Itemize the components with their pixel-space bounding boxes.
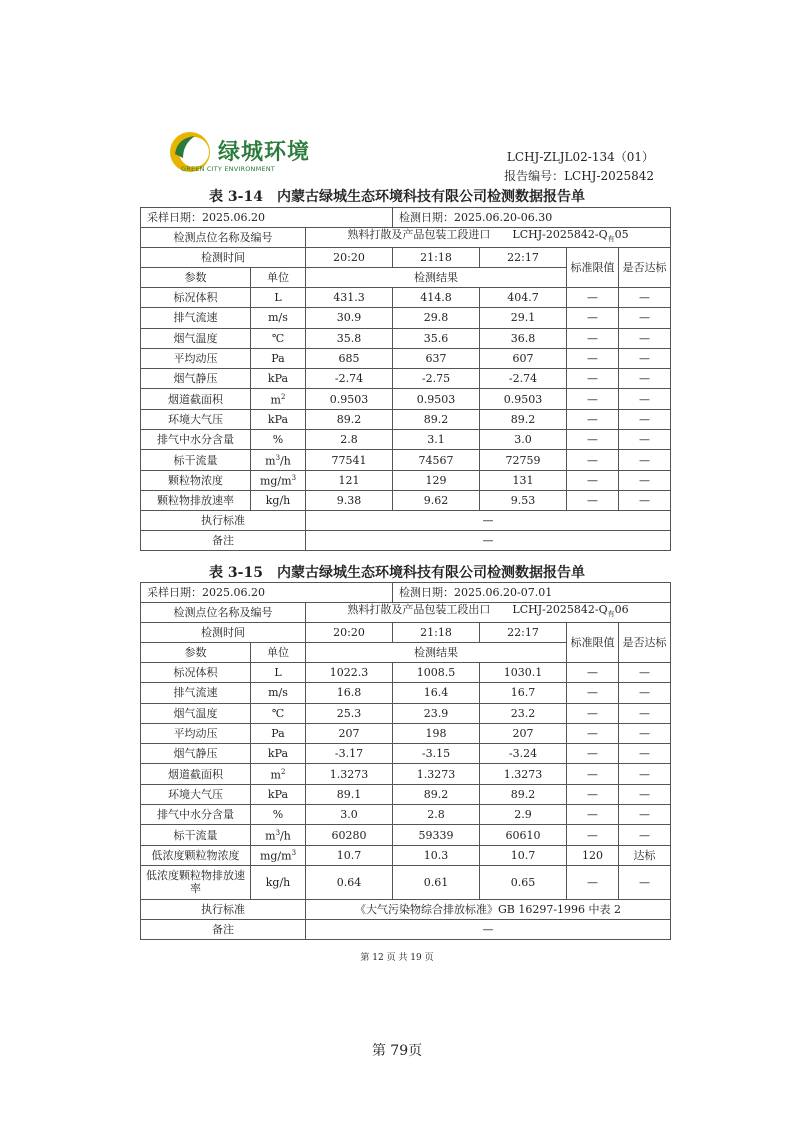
value-cell: 2.8 [306,430,393,450]
unit-text: mg/m [259,850,292,864]
remark-value: — [306,531,671,551]
table-row [141,490,671,510]
unit-superscript: 3 [275,454,281,463]
param-cell: 烟道截面积 [141,389,251,409]
time-cell: 21:18 [393,248,480,268]
table-row [141,744,671,764]
time-label: 检测时间 [141,623,306,643]
table-row [141,583,671,603]
param-cell: 排气中水分含量 [141,805,251,825]
param-cell: 颗粒物浓度 [141,470,251,490]
table-row [141,248,671,268]
value-cell: 0.9503 [393,389,480,409]
value-cell: 16.4 [393,683,480,703]
value-cell: 60280 [306,825,393,845]
compliance-cell: — [619,328,671,348]
param-cell: 平均动压 [141,348,251,368]
compliance-cell: — [619,288,671,308]
value-cell: 207 [480,723,567,743]
value-cell: 89.2 [393,409,480,429]
unit-header: 单位 [251,268,306,288]
remark-value: — [306,919,671,939]
value-cell: 89.2 [393,784,480,804]
standard-cell: — [567,865,619,899]
compliance-cell: — [619,348,671,368]
param-cell: 烟道截面积 [141,764,251,784]
value-cell: 60610 [480,825,567,845]
table-row [141,663,671,683]
value-cell: 10.3 [393,845,480,865]
unit-cell [251,764,306,784]
unit-cell [251,865,306,899]
unit-cell [251,825,306,845]
compliance-cell: — [619,430,671,450]
value-cell: 2.8 [393,805,480,825]
value-cell: -2.74 [480,369,567,389]
value-cell: 121 [306,470,393,490]
param-cell: 烟气温度 [141,328,251,348]
unit-text: m [270,393,281,407]
compliance-cell: — [619,784,671,804]
value-cell: 1.3273 [480,764,567,784]
compliance-cell: — [619,744,671,764]
unit-cell [251,288,306,308]
doc-code: LCHJ-ZLJL02-134（01） [506,150,654,164]
value-cell: 35.6 [393,328,480,348]
exec-std-value: 《大气污染物综合排放标准》GB 16297-1996 中表 2 [306,899,671,919]
value-cell: 414.8 [393,288,480,308]
unit-suffix: /h [280,829,291,843]
unit-superscript: 3 [291,474,297,483]
param-cell: 低浓度颗粒物浓度 [141,845,251,865]
compliance-header: 是否达标 [619,623,671,663]
value-cell: 1.3273 [393,764,480,784]
param-cell: 环境大气压 [141,784,251,804]
point-label: 检测点位名称及编号 [141,228,306,248]
unit-cell [251,450,306,470]
param-cell: 烟气静压 [141,744,251,764]
unit-text: Pa [271,352,285,366]
unit-text: L [274,291,282,305]
table-row [141,470,671,490]
param-cell: 环境大气压 [141,409,251,429]
test-date-label: 检测日期： [399,211,455,224]
compliance-cell: — [619,683,671,703]
table-row [141,208,671,228]
unit-suffix: /h [280,454,291,468]
standard-cell: — [567,723,619,743]
table-row [141,683,671,703]
exec-std-value: — [306,511,671,531]
table-row [141,450,671,470]
report-table-2 [140,582,671,940]
test-date-cell [393,208,671,228]
unit-cell [251,470,306,490]
table-row [141,288,671,308]
test-date-value: 2025.06.20-06.30 [454,211,553,224]
value-cell: -3.17 [306,744,393,764]
compliance-header: 是否达标 [619,248,671,288]
unit-text: Pa [271,727,285,741]
sample-date-value: 2025.06.20 [202,586,265,599]
time-cell: 22:17 [480,248,567,268]
unit-text: ℃ [271,331,285,345]
table-row [141,328,671,348]
time-cell: 20:20 [306,623,393,643]
param-cell: 平均动压 [141,723,251,743]
value-cell: -2.75 [393,369,480,389]
report-number: 报告编号：LCHJ-2025842 [504,169,654,183]
table-row [141,865,671,899]
test-date-label: 检测日期： [399,586,455,599]
compliance-cell: — [619,703,671,723]
param-cell: 排气流速 [141,683,251,703]
table-row [141,784,671,804]
value-cell: 129 [393,470,480,490]
table-row [141,723,671,743]
value-cell: 431.3 [306,288,393,308]
value-cell: 0.65 [480,865,567,899]
value-cell: -2.74 [306,369,393,389]
unit-cell [251,308,306,328]
point-cell [306,228,671,248]
value-cell: 9.62 [393,490,480,510]
table-row [141,603,671,623]
time-cell: 22:17 [480,623,567,643]
value-cell: 0.9503 [306,389,393,409]
standard-cell: — [567,703,619,723]
compliance-cell: — [619,369,671,389]
exec-std-label: 执行标准 [141,511,306,531]
param-cell: 标干流量 [141,825,251,845]
value-cell: 59339 [393,825,480,845]
unit-cell [251,490,306,510]
value-cell: 36.8 [480,328,567,348]
value-cell: 9.53 [480,490,567,510]
table-row [141,805,671,825]
point-code: LCHJ-2025842-Q [512,603,608,617]
compliance-cell: — [619,409,671,429]
value-cell: 89.2 [306,409,393,429]
standard-cell: — [567,784,619,804]
table-row [141,764,671,784]
inner-page-number: 第 12 页 共 19 页 [360,953,434,963]
standard-cell: — [567,288,619,308]
standard-cell: — [567,683,619,703]
unit-text: m/s [268,686,288,700]
logo-english-name: GREEN CITY ENVIRONMENT [181,165,275,173]
report-table-1 [140,207,671,551]
compliance-cell: — [619,825,671,845]
time-label: 检测时间 [141,248,306,268]
table-row [141,409,671,429]
unit-text: % [272,808,284,822]
value-cell: -3.15 [393,744,480,764]
sample-date-label: 采样日期： [147,586,202,599]
value-cell: 637 [393,348,480,368]
compliance-cell: — [619,663,671,683]
value-cell: 10.7 [306,845,393,865]
value-cell: 89.2 [480,784,567,804]
test-date-value: 2025.06.20-07.01 [454,586,553,599]
unit-text: m [265,454,276,468]
standard-cell: — [567,764,619,784]
param-header: 参数 [141,268,251,288]
standard-cell: — [567,389,619,409]
standard-header: 标准限值 [567,623,619,663]
unit-text: mg/m [259,475,292,489]
unit-cell [251,663,306,683]
value-cell: 89.2 [480,409,567,429]
test-date-cell [393,583,671,603]
point-code-subscript: 有 [607,610,615,619]
compliance-cell: — [619,764,671,784]
value-cell: 404.7 [480,288,567,308]
unit-superscript: 3 [291,849,297,858]
param-cell: 低浓度颗粒物排放速率 [141,865,251,899]
value-cell: 89.1 [306,784,393,804]
point-number: 06 [614,603,629,617]
table-row [141,825,671,845]
value-cell: 10.7 [480,845,567,865]
value-cell: 0.61 [393,865,480,899]
value-cell: 23.2 [480,703,567,723]
time-cell: 21:18 [393,623,480,643]
standard-cell: 120 [567,845,619,865]
table-row [141,308,671,328]
standard-cell: — [567,450,619,470]
value-cell: 3.1 [393,430,480,450]
value-cell: 1.3273 [306,764,393,784]
standard-cell: — [567,348,619,368]
standard-cell: — [567,825,619,845]
value-cell: -3.24 [480,744,567,764]
point-label: 检测点位名称及编号 [141,603,306,623]
compliance-cell: — [619,723,671,743]
compliance-cell: — [619,470,671,490]
compliance-cell: — [619,389,671,409]
table-title: 表 3-14 内蒙古绿城生态环境科技有限公司检测数据报告单 [209,189,585,205]
unit-text: L [274,666,282,680]
value-cell: 685 [306,348,393,368]
standard-cell: — [567,308,619,328]
unit-text: ℃ [271,706,285,720]
value-cell: 0.64 [306,865,393,899]
unit-cell [251,805,306,825]
value-cell: 607 [480,348,567,368]
unit-superscript: 2 [280,768,286,777]
value-cell: 74567 [393,450,480,470]
table-title: 表 3-15 内蒙古绿城生态环境科技有限公司检测数据报告单 [209,565,585,581]
outer-page-number: 第 79页 [371,1043,423,1059]
param-cell: 标况体积 [141,288,251,308]
table-row [141,511,671,531]
value-cell: 29.8 [393,308,480,328]
table-row [141,369,671,389]
compliance-cell: — [619,490,671,510]
point-number: 05 [614,228,629,242]
unit-cell [251,369,306,389]
unit-cell [251,845,306,865]
logo-name: 绿城环境 [218,140,311,165]
standard-cell: — [567,409,619,429]
unit-cell [251,703,306,723]
standard-cell: — [567,744,619,764]
table-row [141,430,671,450]
param-cell: 标况体积 [141,663,251,683]
result-header: 检测结果 [306,643,567,663]
table-row [141,919,671,939]
point-code-subscript: 有 [607,235,615,244]
value-cell: 29.1 [480,308,567,328]
value-cell: 2.9 [480,805,567,825]
unit-text: kPa [267,412,289,426]
value-cell: 23.9 [393,703,480,723]
standard-cell: — [567,805,619,825]
unit-text: m [265,829,276,843]
param-cell: 颗粒物排放速率 [141,490,251,510]
unit-cell [251,389,306,409]
standard-cell: — [567,328,619,348]
time-cell: 20:20 [306,248,393,268]
table-row [141,845,671,865]
standard-cell: — [567,430,619,450]
unit-cell [251,348,306,368]
point-name: 熟料打散及产品包装工段出口 [347,603,491,617]
standard-cell: — [567,490,619,510]
document-numbers [504,148,654,186]
point-code: LCHJ-2025842-Q [512,228,608,242]
value-cell: 198 [393,723,480,743]
value-cell: 30.9 [306,308,393,328]
unit-cell [251,683,306,703]
unit-cell [251,784,306,804]
value-cell: 77541 [306,450,393,470]
unit-cell [251,409,306,429]
sample-date-cell [141,208,393,228]
value-cell: 9.38 [306,490,393,510]
value-cell: 72759 [480,450,567,470]
param-cell: 烟气温度 [141,703,251,723]
unit-text: kg/h [265,494,291,508]
point-name: 熟料打散及产品包装工段进口 [347,228,491,242]
unit-text: kPa [267,787,289,801]
standard-header: 标准限值 [567,248,619,288]
value-cell: 3.0 [306,805,393,825]
value-cell: 25.3 [306,703,393,723]
param-header: 参数 [141,643,251,663]
value-cell: 16.8 [306,683,393,703]
value-cell: 1022.3 [306,663,393,683]
standard-cell: — [567,470,619,490]
unit-cell [251,430,306,450]
unit-superscript: 2 [280,393,286,402]
value-cell: 1008.5 [393,663,480,683]
param-cell: 标干流量 [141,450,251,470]
value-cell: 3.0 [480,430,567,450]
table-row [141,703,671,723]
compliance-cell: — [619,308,671,328]
table-row [141,228,671,248]
unit-text: kPa [267,372,289,386]
sample-date-cell [141,583,393,603]
table-row [141,623,671,643]
value-cell: 35.8 [306,328,393,348]
remark-label: 备注 [141,919,306,939]
unit-text: m/s [268,311,288,325]
unit-text: % [272,433,284,447]
value-cell: 0.9503 [480,389,567,409]
table-row [141,899,671,919]
value-cell: 16.7 [480,683,567,703]
compliance-cell: — [619,865,671,899]
compliance-cell: 达标 [619,845,671,865]
table-row [141,348,671,368]
unit-text: kg/h [265,875,291,889]
table-row [141,531,671,551]
param-cell: 烟气静压 [141,369,251,389]
standard-cell: — [567,369,619,389]
value-cell: 207 [306,723,393,743]
param-cell: 排气中水分含量 [141,430,251,450]
unit-superscript: 3 [275,829,281,838]
unit-text: m [270,768,281,782]
value-cell: 1030.1 [480,663,567,683]
unit-header: 单位 [251,643,306,663]
unit-cell [251,328,306,348]
compliance-cell: — [619,805,671,825]
compliance-cell: — [619,450,671,470]
value-cell: 131 [480,470,567,490]
sample-date-label: 采样日期： [147,211,202,224]
table-row [141,389,671,409]
standard-cell: — [567,663,619,683]
unit-text: kPa [267,747,289,761]
sample-date-value: 2025.06.20 [202,211,265,224]
unit-cell [251,744,306,764]
unit-cell [251,723,306,743]
exec-std-label: 执行标准 [141,899,306,919]
point-cell [306,603,671,623]
result-header: 检测结果 [306,268,567,288]
remark-label: 备注 [141,531,306,551]
param-cell: 排气流速 [141,308,251,328]
